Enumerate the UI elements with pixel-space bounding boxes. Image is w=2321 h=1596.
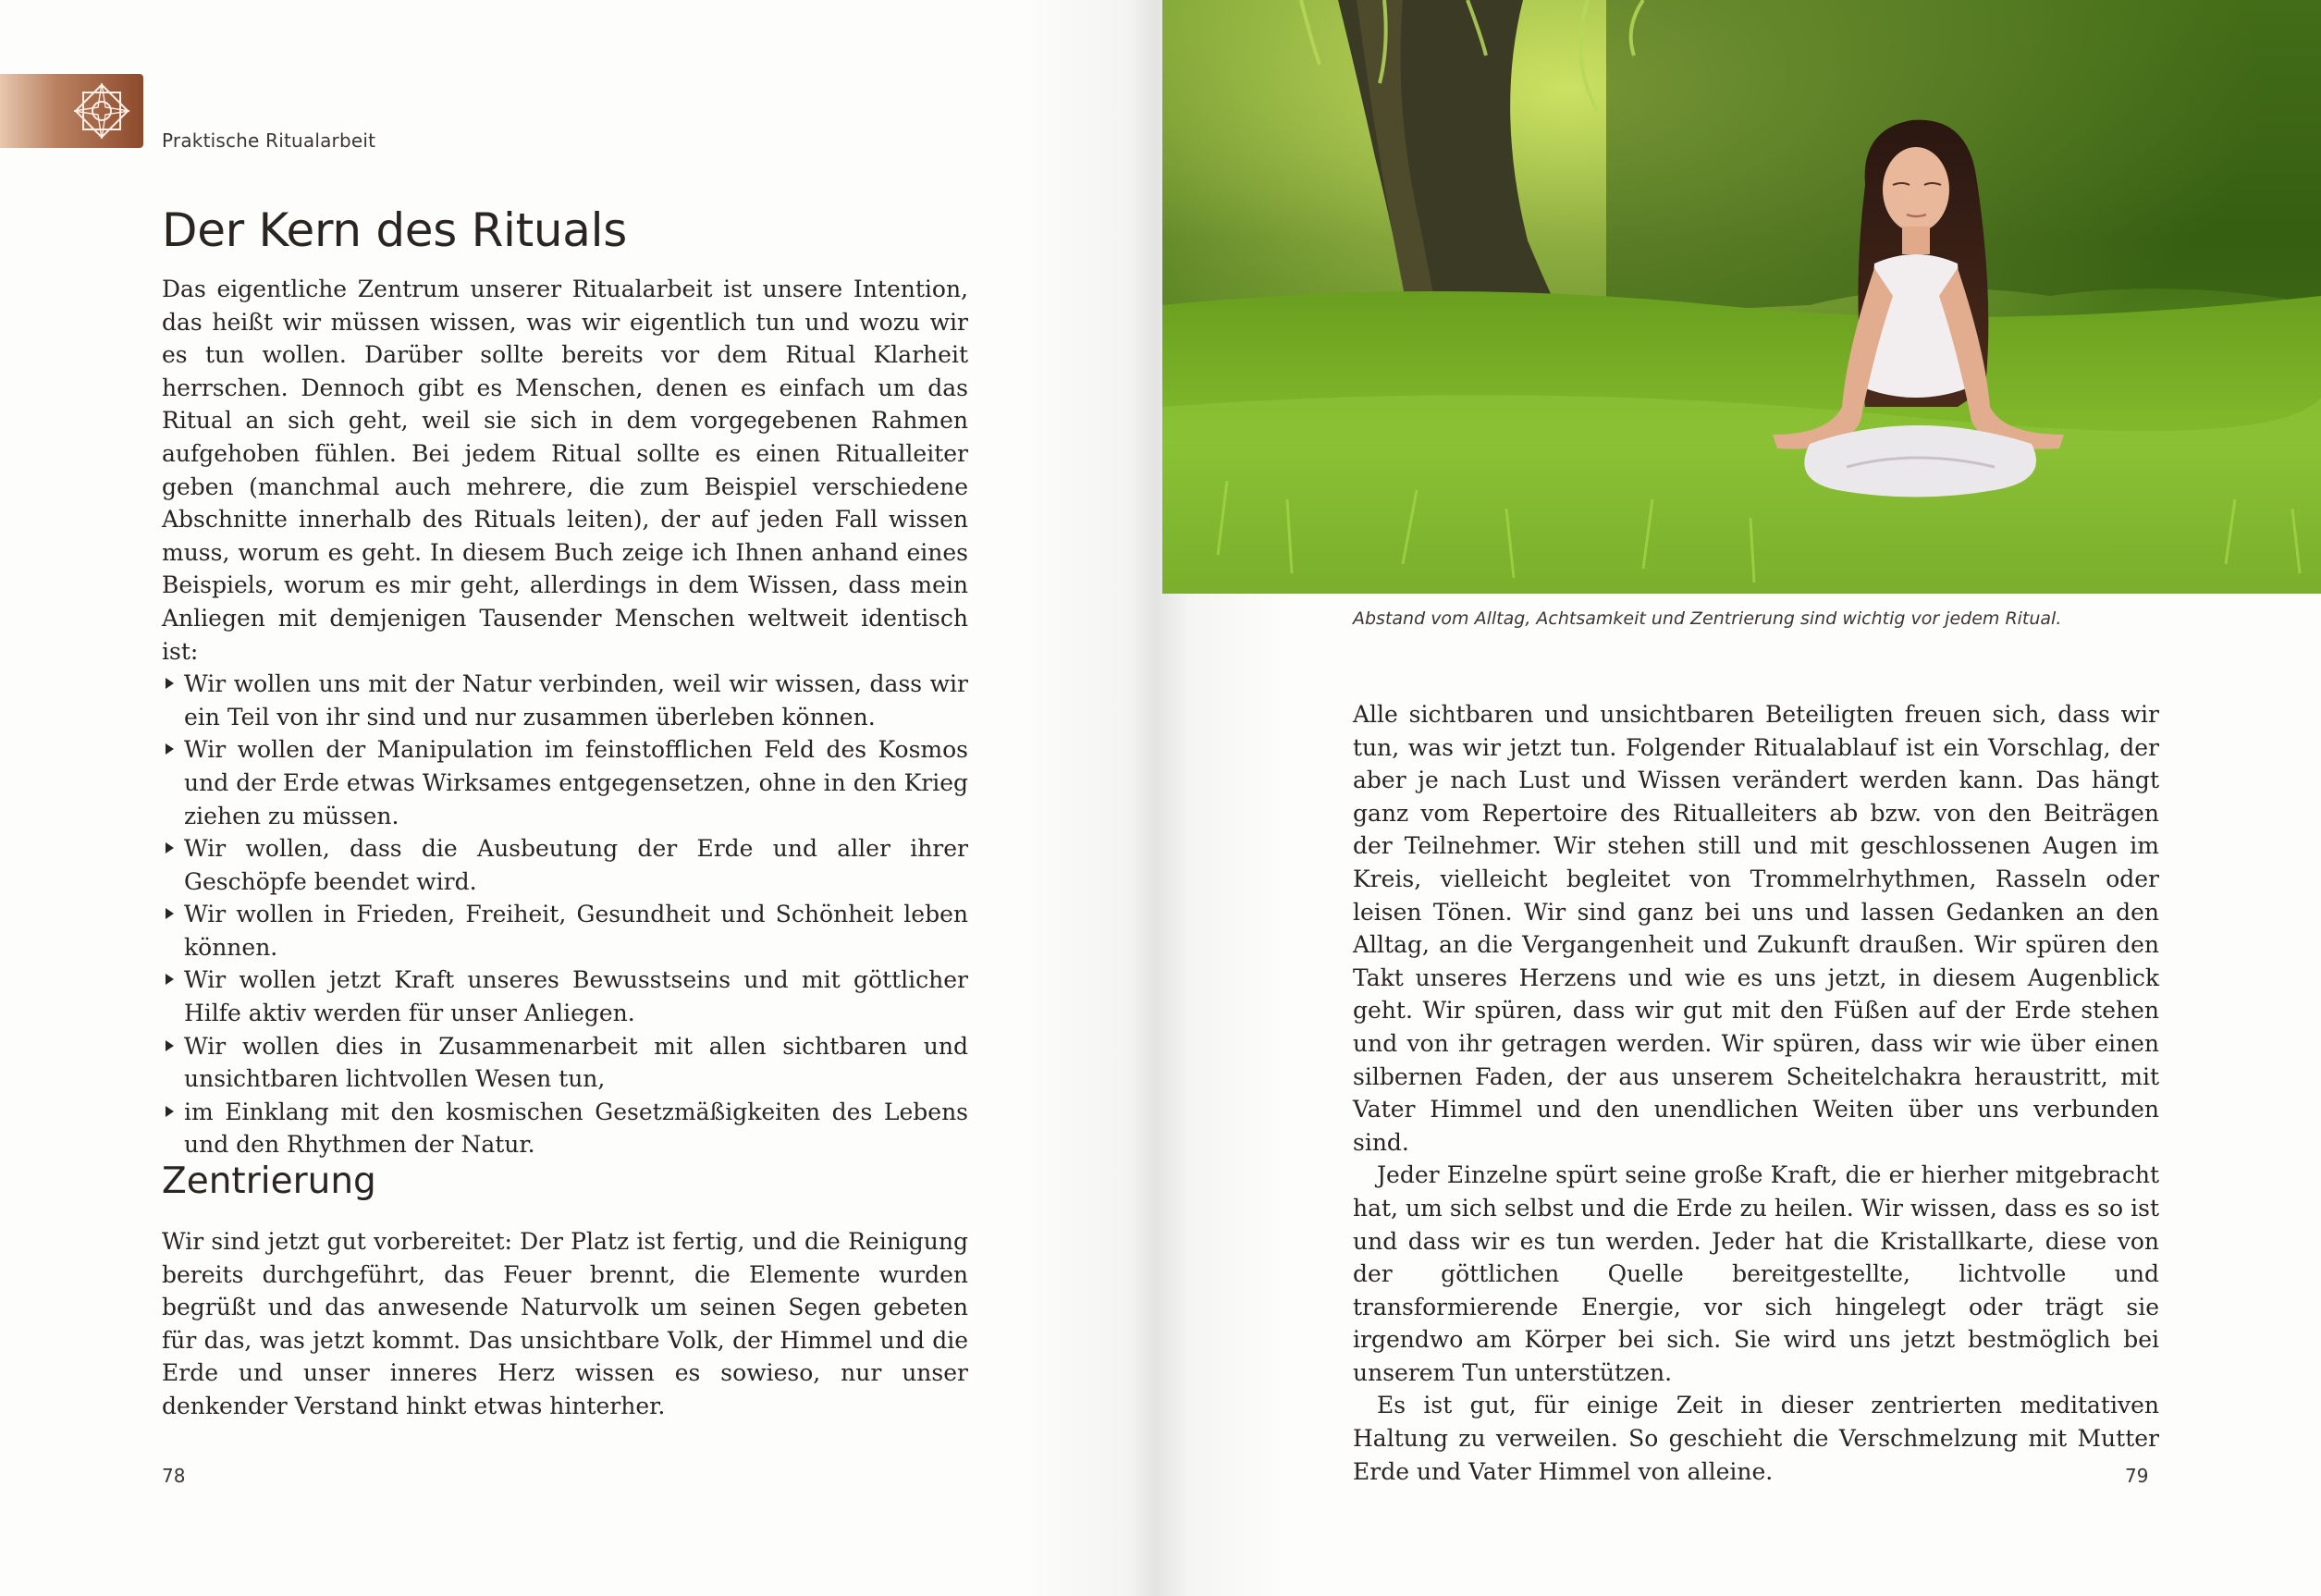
triangle-bullet-icon (166, 974, 174, 985)
meditation-photo (1162, 0, 2321, 594)
intro-paragraph: Das eigentliche Zentrum unserer Ritualarbeit ist unsere Intention, das heißt wir müssen wissen, was wir eigentlich tun und wozu wir es tun wollen. Darüber sollte bereits vor dem Ritual Klarheit herrschen. Dennoch gibt es Menschen, denen es einfach um das Ritual an sich geht, weil sie sich in dem vorgegebenen Rahmen aufgehoben fühlen. Bei jedem Ritual sollte es einen Ritualleiter geben (manchmal auch mehrere, die zum Beispiel verschiedene Abschnitte innerhalb des Rituals leiten), der auf jeden Fall wissen muss, worum es geht. In diesem Buch zeige ich Ihnen anhand eines Beispiels, worum es mir geht, allerdings in dem Wissen, dass mein Anliegen mit demjenigen Tausender Menschen weltweit identisch ist: (162, 276, 968, 665)
triangle-bullet-icon (166, 1040, 174, 1051)
list-item (162, 898, 968, 964)
intro-section (162, 273, 968, 1161)
meditation-illustration (1162, 0, 2321, 594)
intention-list (162, 668, 968, 1161)
list-item-text: Wir wollen uns mit der Natur verbinden, weil wir wissen, dass wir ein Teil von ihr sind und nur zusammen überleben können. (184, 670, 968, 730)
paragraph: Es ist gut, für einige Zeit in dieser zentrierten meditativen Haltung zu verweilen. So geschieht die Verschmelzung mit Mutter Erde und Vater Himmel von alleine. (1353, 1392, 2159, 1485)
running-head: Praktische Ritualarbeit (162, 129, 376, 152)
list-item (162, 832, 968, 898)
page-number-left: 78 (162, 1465, 186, 1487)
triangle-bullet-icon (166, 908, 174, 919)
list-item-text: Wir wollen jetzt Kraft unseres Bewusstseins und mit göttlicher Hilfe aktiv werden für unser Anliegen. (184, 966, 968, 1027)
list-item-text: im Einklang mit den kosmischen Gesetzmäßigkeiten des Lebens und den Rhythmen der Natur. (184, 1098, 968, 1159)
zentrierung-section (162, 1225, 968, 1423)
triangle-bullet-icon (166, 678, 174, 689)
list-item (162, 1030, 968, 1096)
list-item-text: Wir wollen dies in Zusammenarbeit mit allen sichtbaren und unsichtbaren lichtvollen Wesen tun, (184, 1032, 968, 1093)
octagram-star-icon (68, 78, 135, 144)
chapter-title: Der Kern des Rituals (162, 203, 627, 257)
page-number-right: 79 (2125, 1465, 2149, 1487)
list-item (162, 733, 968, 832)
zentrierung-paragraph: Wir sind jetzt gut vorbereitet: Der Platz ist fertig, und die Reinigung bereits durchgeführt, das Feuer brennt, die Elemente wurden begrüßt und das anwesende Naturvolk um seinen Segen gebeten für das, was jetzt kommt. Das unsichtbare Volk, der Himmel und die Erde und unser inneres Herz wissen es sowieso, nur unser denkender Verstand hinkt etwas hinterher. (162, 1228, 968, 1419)
triangle-bullet-icon (166, 1106, 174, 1117)
photo-caption: Abstand vom Alltag, Achtsamkeit und Zentrierung sind wichtig vor jedem Ritual. (1353, 608, 2062, 629)
list-item (162, 668, 968, 733)
paragraph: Alle sichtbaren und unsichtbaren Beteiligten freuen sich, dass wir tun, was wir jetzt tun. Folgender Ritualablauf ist ein Vorschlag, der aber je nach Lust und Wissen verändert werden kann. Das hängt ganz vom Repertoire des Ritualleiters ab bzw. von den Beiträgen der Teilnehmer. Wir stehen still und mit geschlossenen Augen im Kreis, vielleicht begleitet von Trommelrhythmen, Rasseln oder leisen Tönen. Wir sind ganz bei uns und lassen Gedanken an den Alltag, an die Vergangenheit und Zukunft draußen. Wir spüren den Takt unseres Herzens und wie es uns jetzt, in diesem Augenblick geht. Wir spüren, dass wir gut mit den Füßen auf der Erde stehen und von ihr getragen werden. Wir spüren, dass wir wie über einen silbernen Faden, der aus unserem Scheitelchakra heraustritt, mit Vater Himmel und den unendlichen Weiten über uns verbunden sind. (1353, 701, 2159, 1156)
triangle-bullet-icon (166, 743, 174, 755)
chapter-emblem (0, 74, 143, 148)
paragraph: Jeder Einzelne spürt seine große Kraft, die er hierher mitgebracht hat, um sich selbst und die Erde zu heilen. Wir wissen, dass es so ist und dass wir es tun werden. Jeder hat die Kristallkarte, diese von der göttlichen Quelle bereitgestellte, lichtvolle und transformierende Energie, vor sich hingelegt oder trägt sie irgendwo am Körper bei sich. Sie wird uns jetzt bestmöglich bei unserem Tun unterstützen. (1353, 1161, 2159, 1386)
right-page-text (1353, 698, 2159, 1488)
list-item-text: Wir wollen, dass die Ausbeutung der Erde und aller ihrer Geschöpfe beendet wird. (184, 835, 968, 895)
triangle-bullet-icon (166, 842, 174, 853)
list-item (162, 1096, 968, 1161)
list-item-text: Wir wollen der Manipulation im feinstofflichen Feld des Kosmos und der Erde etwas Wirksames entgegensetzen, ohne in den Krieg ziehen zu müssen. (184, 736, 968, 829)
section-heading: Zentrierung (162, 1160, 376, 1202)
list-item (162, 964, 968, 1029)
list-item-text: Wir wollen in Frieden, Freiheit, Gesundheit und Schönheit leben können. (184, 901, 968, 961)
